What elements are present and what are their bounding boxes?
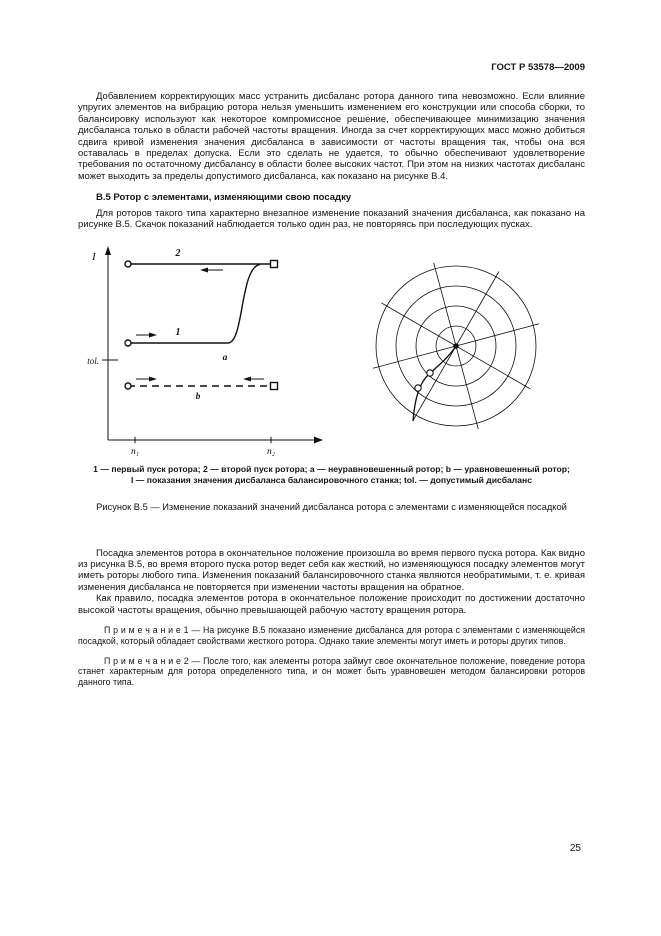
paragraph-body-1: Посадка элементов ротора в окончательное положение произошла во время первого пуска ротора. Как видно из рисунка В.5, во время второго пуска ротор ведет себя как жесткий, но изменяющуюся посадку элементов могут иметь роторы любого типа. Изменения показаний балансировочного станка являются необратимыми, т. е. кривая изменения дисбаланса не повторяется при изменении частоты вращения на обратное. (78, 547, 585, 593)
doc-number: ГОСТ Р 53578—2009 (491, 62, 585, 73)
figure-b5 (78, 240, 585, 458)
curve-b-label: b (195, 392, 201, 403)
paragraph-section-b5: Для роторов такого типа характерно внезапное изменение показаний значения дисбаланса, как показано на рисунке В.5. Скачок показаний наблюдается только один раз, не повторяясь при последующих пусках. (78, 207, 585, 231)
disbalance-graph (78, 240, 328, 458)
n2-label: n₂ (266, 447, 276, 458)
dashed-line-b (125, 377, 278, 390)
figure-legend (78, 464, 585, 485)
page-number: 25 (569, 843, 581, 854)
curve-a-label: a (222, 353, 228, 364)
paragraph-body-2: Как правило, посадка элементов ротора в окончательное положение происходит по достижении достаточно высокой частоты вращения, обычно превышающей рабочую частоту вращения ротора. (78, 593, 585, 616)
paragraph-intro: Добавлением корректирующих масс устранить дисбаланс ротора данного типа невозможно. Если влияние упругих элементов на вибрацию ротора нельзя уменьшить изменением его конструкции или способа сборки, то балансировку используют как некоторое компромиссное решение, обеспечивающее минимизацию значения дисбаланса только в области рабочей частоты вращения. Иногда за счет корректирующих масс можно добиться сдвига кривой изменения значения дисбаланса в зависимости от частоты вращения так, чтобы она вся оставалась в пределах допуска. Если это сделать не удается, то обычно обеспечивают удовлетворение требования по остаточному дисбалансу в области более высоких частот. При этом на низких частотах дисбаланс может выходить за пределы допустимого дисбаланса, как показано на рисунке В.4. (78, 91, 585, 182)
figure-legend-line1: 1 — первый пуск ротора; 2 — второй пуск ротора; a — неуравновешенный ротор; b — уравновешенный ротор; (93, 464, 570, 475)
note-1: П р и м е ч а н и е 1 — На рисунке В.5 показано изменение дисбаланса для ротора с элементами с изменяющейся посадкой, который обладает свойствами жесткого ротора. Однако такие элементы могут иметь и роторы других типов. (78, 625, 585, 646)
n1-label: n₁ (130, 447, 140, 458)
section-heading-b5: В.5 Ротор с элементами, изменяющими свою посадку (96, 192, 352, 204)
figure-legend-line2: I — показания значения дисбаланса балансировочного станка; tol. — допустимый дисбаланс (131, 475, 532, 486)
curve1-label: 1 (175, 327, 181, 339)
note-2: П р и м е ч а н и е 2 — После того, как элементы ротора займут свое окончательное положение, поведение ротора станет характерным для ротора определенного типа, и он может быть уравновешен методом балансировки роторов данного типа. (78, 655, 585, 688)
polar-diagram (356, 246, 556, 446)
x-axis (108, 437, 323, 444)
y-axis (105, 246, 111, 440)
tol-label: tol. (87, 356, 99, 367)
curve2-label: 2 (175, 248, 181, 260)
figure-caption: Рисунок В.5 — Изменение показаний значений дисбаланса ротора с элементами с изменяющейся посадкой (96, 501, 567, 512)
curve-first-run (125, 265, 260, 347)
y-axis-label: I (92, 251, 96, 264)
